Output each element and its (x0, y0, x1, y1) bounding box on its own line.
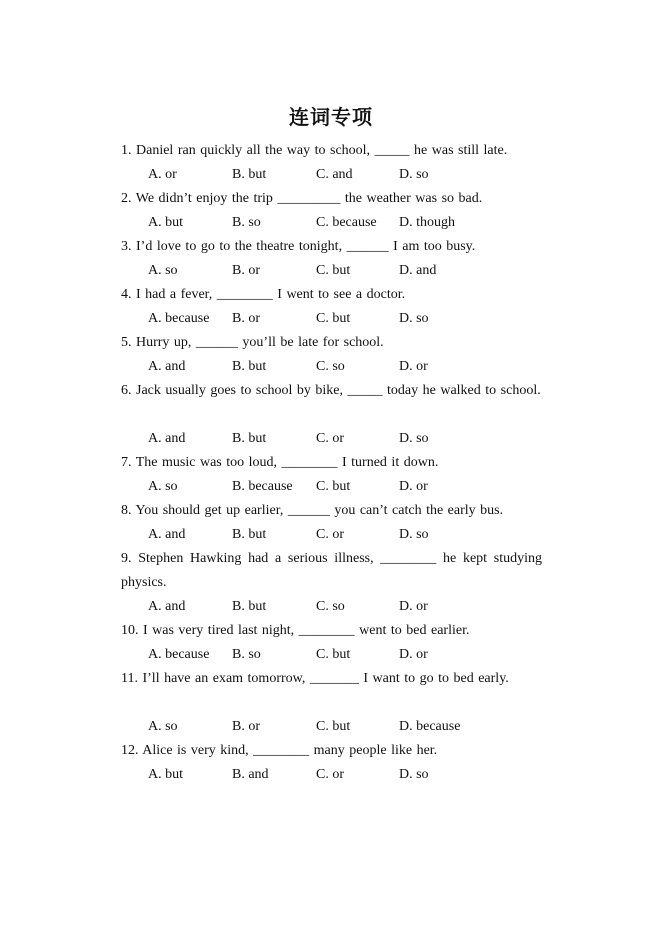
option-a: A. so (148, 719, 178, 734)
question-options (148, 163, 542, 187)
option-a: A. but (148, 215, 183, 230)
question-stem: 8. You should get up earlier, ______ you can’t catch the early bus. (121, 503, 504, 518)
option-a: A. so (148, 263, 178, 278)
option-c: C. because (316, 215, 377, 230)
question-stem: 12. Alice is very kind, ________ many people like her. (121, 743, 438, 758)
option-c: C. so (316, 359, 345, 374)
option-b: B. but (232, 359, 267, 374)
question-7 (121, 451, 542, 499)
option-a: A. and (148, 431, 186, 446)
question-stem: 2. We didn’t enjoy the trip _________ the weather was so bad. (121, 191, 483, 206)
question-6 (121, 379, 542, 451)
question-options (148, 715, 542, 739)
option-b: B. or (232, 311, 260, 326)
option-d: D. so (399, 167, 429, 182)
option-c: C. so (316, 599, 345, 614)
question-4 (121, 283, 542, 331)
option-c: C. but (316, 647, 351, 662)
question-options (148, 211, 542, 235)
question-stem: 10. I was very tired last night, ________ went to bed earlier. (121, 623, 470, 638)
question-stem: 5. Hurry up, ______ you’ll be late for school. (121, 335, 384, 350)
question-options (148, 355, 542, 379)
option-c: C. or (316, 527, 344, 542)
option-a: A. because (148, 647, 210, 662)
question-options (148, 259, 542, 283)
option-a: A. and (148, 527, 186, 542)
option-a: A. or (148, 167, 177, 182)
option-c: C. or (316, 431, 344, 446)
question-9 (121, 547, 542, 619)
option-d: D. and (399, 263, 437, 278)
option-c: C. or (316, 767, 344, 782)
option-c: C. but (316, 263, 351, 278)
option-c: C. but (316, 479, 351, 494)
option-c: C. but (316, 311, 351, 326)
question-options (148, 763, 542, 787)
question-stem: 3. I’d love to go to the theatre tonight, ______ I am too busy. (121, 239, 476, 254)
option-d: D. so (399, 431, 429, 446)
option-b: B. because (232, 479, 293, 494)
question-1 (121, 139, 542, 187)
option-d: D. so (399, 311, 429, 326)
option-a: A. and (148, 359, 186, 374)
question-options (148, 307, 542, 331)
question-options (148, 475, 542, 499)
option-d: D. or (399, 359, 428, 374)
option-b: B. but (232, 431, 267, 446)
question-options (148, 427, 542, 451)
question-stem: 1. Daniel ran quickly all the way to school, _____ he was still late. (121, 143, 508, 158)
question-stem: 9. Stephen Hawking had a serious illness, ________ he kept studying physics. (121, 551, 542, 590)
option-d: D. or (399, 479, 428, 494)
option-b: B. but (232, 527, 267, 542)
option-a: A. and (148, 599, 186, 614)
question-11 (121, 667, 542, 739)
option-d: D. so (399, 527, 429, 542)
option-b: B. so (232, 647, 261, 662)
question-stem: 6. Jack usually goes to school by bike, _____ today he walked to school. (121, 383, 541, 398)
option-d: D. or (399, 599, 428, 614)
option-d: D. because (399, 719, 461, 734)
option-b: B. or (232, 719, 260, 734)
option-d: D. or (399, 647, 428, 662)
question-12 (121, 739, 542, 787)
option-d: D. though (399, 215, 455, 230)
option-a: A. because (148, 311, 210, 326)
option-b: B. so (232, 215, 261, 230)
question-5 (121, 331, 542, 379)
option-b: B. or (232, 263, 260, 278)
question-10 (121, 619, 542, 667)
option-a: A. so (148, 479, 178, 494)
question-stem: 7. The music was too loud, ________ I turned it down. (121, 455, 439, 470)
option-b: B. but (232, 599, 267, 614)
question-options (148, 643, 542, 667)
question-options (148, 523, 542, 547)
option-b: B. but (232, 167, 267, 182)
option-c: C. and (316, 167, 353, 182)
question-8 (121, 499, 542, 547)
question-list (121, 139, 542, 787)
question-2 (121, 187, 542, 235)
option-d: D. so (399, 767, 429, 782)
question-options (148, 595, 542, 619)
question-3 (121, 235, 542, 283)
question-stem: 11. I’ll have an exam tomorrow, _______ I want to go to bed early. (121, 671, 509, 686)
question-stem: 4. I had a fever, ________ I went to see a doctor. (121, 287, 406, 302)
page-title: 连词专项 (289, 105, 373, 129)
option-c: C. but (316, 719, 351, 734)
option-b: B. and (232, 767, 269, 782)
option-a: A. but (148, 767, 183, 782)
